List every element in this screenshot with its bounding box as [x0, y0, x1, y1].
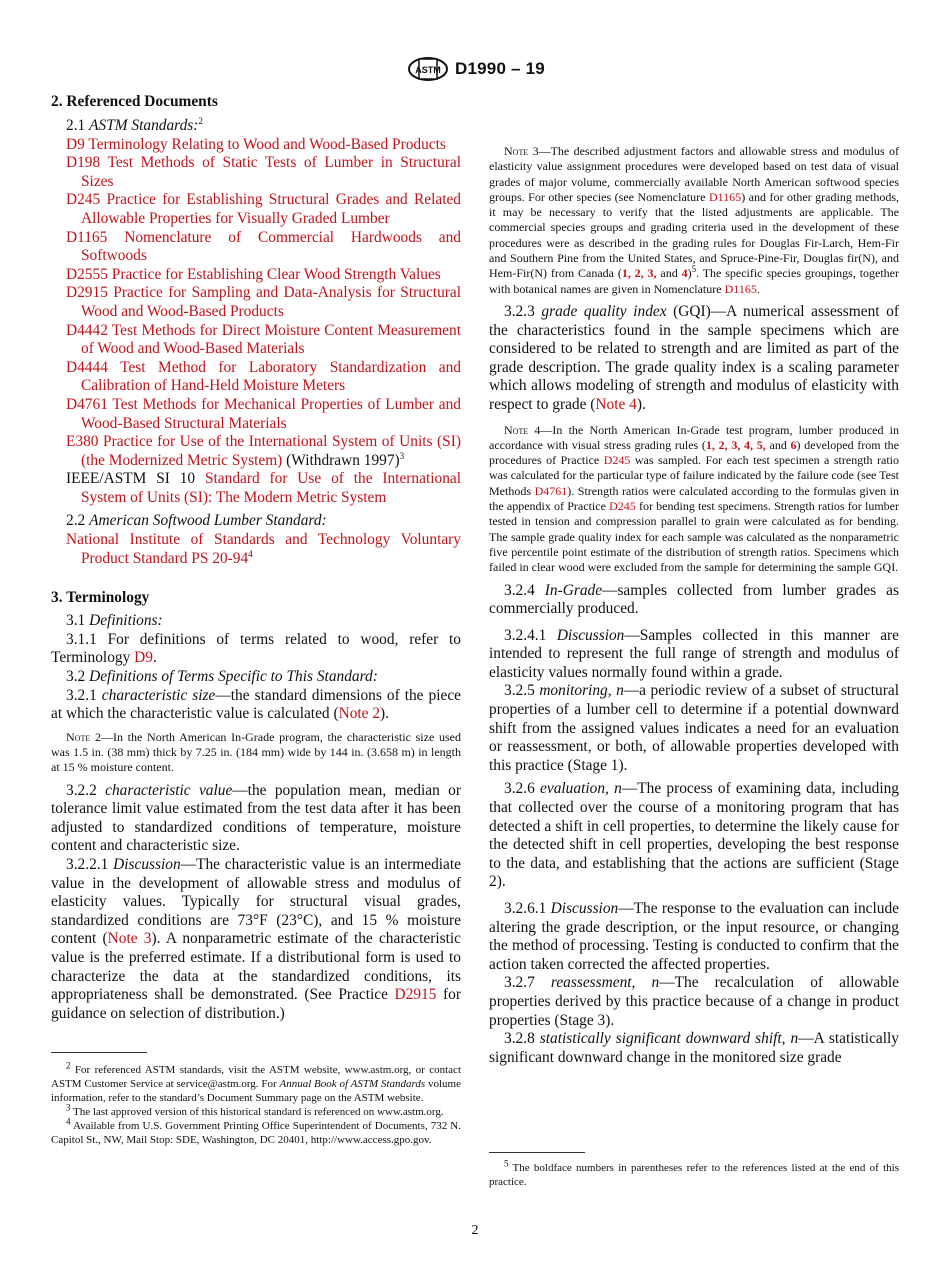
- astm-logo-icon: [407, 56, 449, 82]
- footnote-2: $^2$ For referenced ASTM standards, visit the ASTM website, www.astm.org, or contact ASTM Customer Service at service@astm.org. For Annual Book of ASTM Standards volume information, refer to the standard’s Document Summary page on the ASTM website.: [51, 1060, 461, 1104]
- footnote-rule: [51, 1052, 147, 1053]
- ref-item[interactable]: D9 Terminology Relating to Wood and Wood-Based Products: [66, 135, 446, 153]
- right-footnotes: [489, 1152, 899, 1189]
- ref-item[interactable]: D1165 Nomenclature of Commercial Hardwoods and Softwoods: [66, 228, 461, 265]
- left-column: [51, 92, 461, 1023]
- note-3: Note 3—The described adjustment factors and allowable stress and modulus of elasticity value assignment procedures were developed based on test data of visual grades of major volume, commercially available North American softwood species groups. For other species (see Nomenclature D1165) and for other grading methods, it may be necessary to verify that the listed adjustments are applicable. The commercial species groups and grading criteria used in the development of these procedures were as described in the grading rules for Douglas Fir-Larch, Hem-Fir and Southern Pine from the United States, and Spruce-Pine-Fir, Douglas fir(N), and Hem-Fir(N) from Canada (1, 2, 3, and 4)$^5$. The specific species groupings, together with botanical names are given in Nomenclature D1165.: [489, 144, 900, 296]
- document-designation: D1990 – 19: [455, 59, 545, 78]
- page-number: 2: [471, 1223, 479, 1238]
- footnote-rule: [489, 1152, 585, 1153]
- right-column: [489, 144, 899, 1067]
- ref-item-ieee[interactable]: IEEE/ASTM SI 10 Standard for Use of the International System of Units (SI): The Modern Metric System: [66, 470, 461, 506]
- ref-item[interactable]: D245 Practice for Establishing Structural Grades and Related Allowable Properties for Visually Graded Lumber: [66, 191, 461, 227]
- para-3-2-3: 3.2.3 grade quality index (GQI)—A numerical assessment of the characteristics found in the sample specimens which are considered to be related to strength and are limited as part of the grade description. The grade quality index is a scaling parameter which allows modeling of strength and modulus of elasticity with respect to grade (Note 4).: [489, 302, 899, 413]
- footnote-3: $^3$ The last approved version of this historical standard is referenced on www.astm.org.: [66, 1102, 444, 1118]
- link-d245[interactable]: D245: [609, 499, 636, 514]
- para-3-2-1: 3.2.1 characteristic size—the standard dimensions of the piece at which the characteristic value is calculated (Note 2).: [51, 686, 461, 723]
- ref-item-nist[interactable]: National Institute of Standards and Technology Voluntary Product Standard PS $20-94^4$: [66, 531, 461, 567]
- para-3-1-1: 3.1.1 For definitions of terms related to wood, refer to Terminology D9.: [51, 630, 461, 667]
- para-3-2: 3.2 Definitions of Terms Specific to This Standard:: [66, 668, 378, 686]
- para-3-2-7: 3.2.7 reassessment, n—The recalculation of allowable properties derived by this practice because of a change in product properties (Stage 3).: [489, 974, 899, 1029]
- left-footnotes: [51, 1052, 461, 1147]
- para-3-2-6-1: 3.2.6.1 Discussion—The response to the evaluation can include altering the grade description, or the input resource, or changing the method of processing. Testing is conducted to confirm that the action taken corrected the affected properties.: [489, 900, 899, 973]
- link-d2915[interactable]: D2915: [394, 986, 437, 1004]
- page-header: [0, 56, 950, 86]
- footnote-5: $^5$ The boldface numbers in parentheses refer to the references listed at the end of this practice.: [489, 1158, 899, 1188]
- ref-item[interactable]: D2915 Practice for Sampling and Data-Analysis for Structural Wood and Wood-Based Products: [66, 284, 461, 320]
- svg-text:ASTM: ASTM: [415, 65, 441, 75]
- link-d245[interactable]: D245: [603, 453, 631, 468]
- ref-item[interactable]: D4444 Test Method for Laboratory Standardization and Calibration of Hand-Held Moisture Meters: [66, 358, 461, 395]
- para-3-2-5: 3.2.5 monitoring, n—a periodic review of a subset of structural properties of a lumber cell to determine if a potential downward shift from the assigned values indicates a need for an evaluation or reassessment, or both, of allowable properties developed with this practice (Stage 1).: [489, 682, 899, 774]
- link-note-3[interactable]: Note 3: [107, 930, 152, 948]
- link-note-2[interactable]: Note 2: [338, 705, 381, 723]
- section-2-heading: 2. Referenced Documents: [51, 93, 218, 110]
- ref-item[interactable]: D198 Test Methods of Static Tests of Lumber in Structural Sizes: [66, 154, 461, 190]
- para-2-1: 2.1 ASTM Standards:$^2$: [66, 115, 203, 134]
- link-d9[interactable]: D9: [134, 649, 153, 667]
- para-3-2-2-1: 3.2.2.1 Discussion—The characteristic value is an intermediate value in the development of allowable stress and modulus of elasticity values. Typically for structural visual grades, standardized conditions are 73°F (23°C), and 15 % moisture content (Note 3). A nonparametric estimate of the characteristic value is the preferred estimate. If a distributional form is used to characterize the data at the standardized conditions, its appropriateness shall be demonstrated. (See Practice D2915 for guidance on selection of distribution.): [51, 856, 461, 1022]
- section-3-heading: 3. Terminology: [51, 589, 150, 607]
- para-3-2-4-1: 3.2.4.1 Discussion—Samples collected in this manner are intended to represent the full range of strength and modulus of elasticity values normally found within a grade.: [489, 626, 899, 681]
- link-d4761[interactable]: D4761: [534, 483, 568, 498]
- ref-item[interactable]: D4442 Test Methods for Direct Moisture Content Measurement of Wood and Wood-Based Materials: [66, 321, 461, 358]
- para-2-2: 2.2 American Softwood Lumber Standard:: [66, 512, 327, 530]
- footnote-4: $^4$ Available from U.S. Government Printing Office Superintendent of Documents, 732 N. Capitol St., NW, Mail Stop: SDE, Washington, DC 20401, http://www.access.gpo.gov.: [51, 1116, 461, 1146]
- note-4: Note 4—In the North American In-Grade test program, lumber produced in accordance with visual stress grading rules (1, 2, 3, 4, 5, and 6) developed from the procedures of Practice D245 was sampled. For each test specimen a strength ratio was calculated for the particular type of failure indicated by the failure code (see Test Methods D4761). Strength ratios were calculated according to the formulas given in the appendix of Practice D245 for bending test specimens. Strength ratios for lumber tested in tension and compression parallel to grain were calculated as for bending. The sample grade quality index for each sample was calculated as the nonparametric five percentile point estimate of the distribution of strength ratios. Specimens which failed in clear wood were excluded from the sample for determining the sample GQI.: [489, 422, 899, 575]
- link-d1165[interactable]: D1165: [708, 189, 742, 204]
- note-2: Note 2—In the North American In-Grade program, the characteristic size used was 1.5 in. (38 mm) thick by 7.25 in. (184 mm) wide by 144 in. (3.658 m) in length at 15 % moisture content.: [51, 729, 461, 775]
- ref-item-e380[interactable]: E380 Practice for Use of the International System of Units (SI) (the Modernized Metric System) (Withdrawn 1997)$^3$: [66, 433, 461, 469]
- link-note-4[interactable]: Note 4: [595, 395, 637, 413]
- ref-item[interactable]: D4761 Test Methods for Mechanical Properties of Lumber and Wood-Based Structural Materials: [66, 395, 461, 432]
- referenced-standards-list: [51, 136, 461, 508]
- ref-item[interactable]: D2555 Practice for Establishing Clear Wood Strength Values: [66, 265, 441, 283]
- para-3-2-6: 3.2.6 evaluation, n—The process of examining data, including that collected over the course of a monitoring program that has detected a shift in cell properties, to determine the likely cause for the detected shift in cell properties, developing the best response to the data, and establishing that the actions are sufficient (Stage 2).: [489, 780, 899, 891]
- link-d1165[interactable]: D1165: [724, 281, 757, 296]
- para-3-1: 3.1 Definitions:: [66, 612, 163, 630]
- para-3-2-8: 3.2.8 statistically significant downward shift, n—A statistically significant downward change in the monitored size grade: [489, 1030, 899, 1066]
- para-3-2-4: 3.2.4 In-Grade—samples collected from lumber grades as commercially produced.: [489, 581, 899, 618]
- para-3-2-2: 3.2.2 characteristic value—the population mean, median or tolerance limit value estimated from the test data after it has been adjusted to standardized conditions of temperature, moisture content and characteristic size.: [51, 781, 461, 855]
